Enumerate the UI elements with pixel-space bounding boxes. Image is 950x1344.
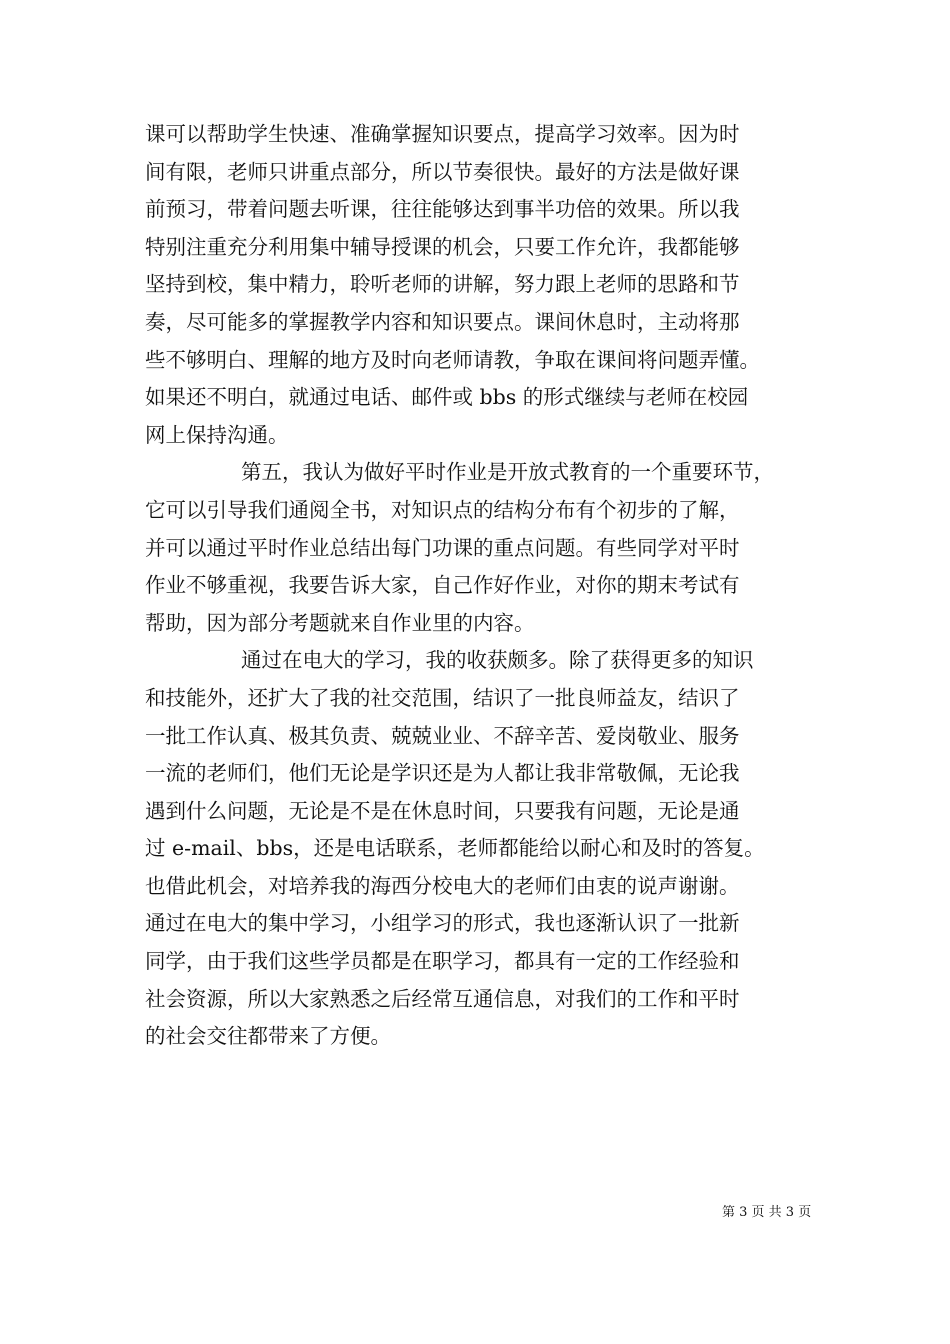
paragraph-2-line-5: 帮助，因为部分考题就来自作业里的内容。 — [145, 610, 535, 635]
paragraph-3-line-2: 和技能外，还扩大了我的社交范围，结识了一批良师益友，结识了 — [145, 685, 740, 710]
paragraph-3-line-8: 通过在电大的集中学习，小组学习的形式，我也逐渐认识了一批新 — [145, 911, 740, 936]
paragraph-1-line-8: 如果还不明白，就通过电话、邮件或 bbs 的形式继续与老师在校园 — [145, 385, 749, 410]
paragraph-1-line-3: 前预习，带着问题去听课，往往能够达到事半功倍的效果。所以我 — [145, 197, 740, 222]
paragraph-1-line-7: 些不够明白、理解的地方及时向老师请教，争取在课间将问题弄懂。 — [145, 347, 760, 372]
paragraph-3-line-11: 的社会交往都带来了方便。 — [145, 1024, 391, 1049]
paragraph-1-line-6: 奏，尽可能多的掌握教学内容和知识要点。课间休息时，主动将那 — [145, 309, 740, 334]
paragraph-3-line-6: 过 e-mail、bbs，还是电话联系，老师都能给以耐心和及时的答复。 — [145, 836, 765, 861]
paragraph-2-line-1: 第五，我认为做好平时作业是开放式教育的一个重要环节， — [241, 460, 774, 485]
paragraph-3-line-4: 一流的老师们，他们无论是学识还是为人都让我非常敬佩，无论我 — [145, 761, 740, 786]
paragraph-1-line-2: 间有限，老师只讲重点部分，所以节奏很快。最好的方法是做好课 — [145, 159, 740, 184]
paragraph-1-line-4: 特别注重充分利用集中辅导授课的机会，只要工作允许，我都能够 — [145, 234, 740, 259]
paragraph-2-line-4: 作业不够重视，我要告诉大家，自己作好作业，对你的期末考试有 — [145, 573, 740, 598]
paragraph-3-line-9: 同学，由于我们这些学员都是在职学习，都具有一定的工作经验和 — [145, 949, 740, 974]
paragraph-2-line-2: 它可以引导我们通阅全书，对知识点的结构分布有个初步的了解， — [145, 497, 740, 522]
paragraph-3-line-1: 通过在电大的学习，我的收获颇多。除了获得更多的知识 — [241, 648, 754, 673]
paragraph-3-line-10: 社会资源，所以大家熟悉之后经常互通信息，对我们的工作和平时 — [145, 986, 740, 1011]
page-number-footer: 第 3 页 共 3 页 — [722, 1205, 812, 1220]
paragraph-2-line-3: 并可以通过平时作业总结出每门功课的重点问题。有些同学对平时 — [145, 535, 740, 560]
body-text — [145, 116, 835, 1056]
paragraph-3-line-3: 一批工作认真、极其负责、兢兢业业、不辞辛苦、爱岗敬业、服务 — [145, 723, 740, 748]
paragraph-1-line-5: 坚持到校，集中精力，聆听老师的讲解，努力跟上老师的思路和节 — [145, 272, 740, 297]
paragraph-1-line-9: 网上保持沟通。 — [145, 422, 289, 447]
paragraph-3-line-7: 也借此机会，对培养我的海西分校电大的老师们由衷的说声谢谢。 — [145, 873, 740, 898]
paragraph-1-line-1: 课可以帮助学生快速、准确掌握知识要点，提高学习效率。因为时 — [145, 122, 740, 146]
paragraph-3-line-5: 遇到什么问题，无论是不是在休息时间，只要我有问题，无论是通 — [145, 798, 740, 823]
